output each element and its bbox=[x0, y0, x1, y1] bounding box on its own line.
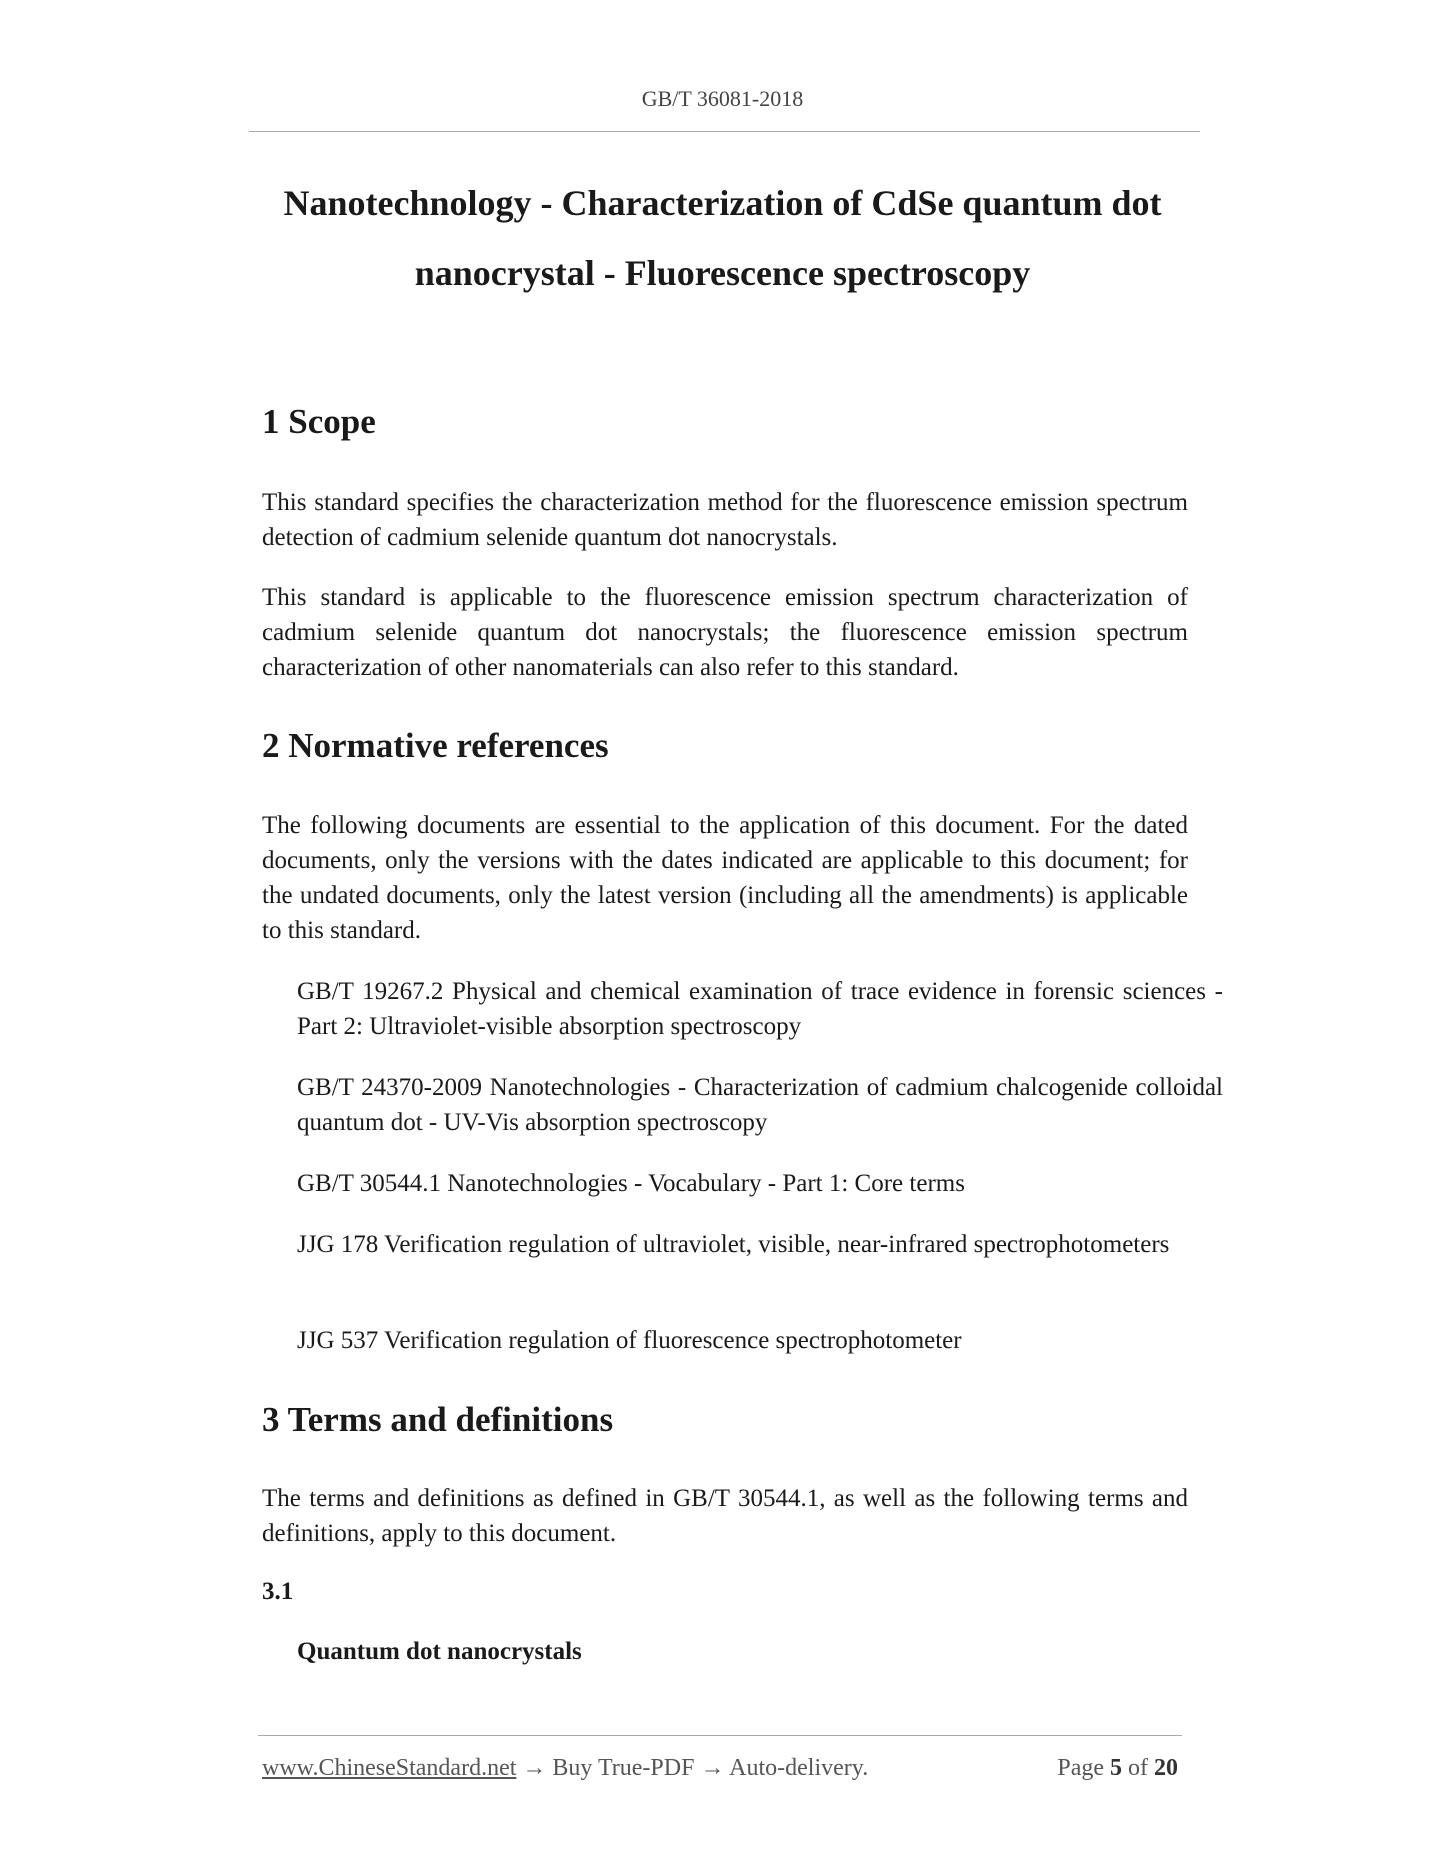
scope-paragraph-2: This standard is applicable to the fluorescence emission spectrum characterization of cadmium selenide quantum dot nanocrystals; the fluorescence emission spectrum characterization of other nanomaterials can also refer to this standard. bbox=[262, 584, 1188, 681]
page-total: 20 bbox=[1154, 1755, 1178, 1781]
reference-item-jjg-537: JJG 537 Verification regulation of fluorescence spectrophotometer bbox=[297, 1327, 962, 1354]
reference-item-jjg-178: JJG 178 Verification regulation of ultraviolet, visible, near-infrared spectrophotometers bbox=[297, 1231, 1170, 1258]
reference-item-gbt-30544-1: GB/T 30544.1 Nanotechnologies - Vocabulary - Part 1: Core terms bbox=[297, 1170, 965, 1197]
arrow-right-icon: → bbox=[700, 1755, 725, 1781]
section-heading-scope: 1 Scope bbox=[262, 402, 376, 441]
section-heading-terms-and-definitions: 3 Terms and definitions bbox=[262, 1400, 614, 1439]
of-label: of bbox=[1122, 1755, 1154, 1781]
normative-intro-paragraph: The following documents are essential to the application of this document. For the dated documents, only the versions with the dates indicated are applicable to this document; for the undated documents, only the latest version (including all the amendments) is applicable to this standard. bbox=[262, 812, 1188, 944]
scope-paragraph-1: This standard specifies the characterization method for the fluorescence emission spectrum detection of cadmium selenide quantum dot nanocrystals. bbox=[262, 489, 1188, 551]
page-indicator bbox=[1057, 1755, 1178, 1782]
term-name: Quantum dot nanocrystals bbox=[297, 1638, 582, 1665]
footer-promo bbox=[262, 1755, 868, 1782]
title-line-1: Nanotechnology - Characterization of CdSe quantum dot bbox=[283, 183, 1162, 223]
section-heading-normative-references: 2 Normative references bbox=[262, 726, 609, 765]
terms-intro-paragraph: The terms and definitions as defined in GB/T 30544.1, as well as the following terms and definitions, apply to this document. bbox=[262, 1485, 1188, 1547]
title-line-2: nanocrystal - Fluorescence spectroscopy bbox=[414, 253, 1031, 293]
footer-buy-text: Buy True-PDF bbox=[546, 1755, 701, 1781]
header-divider bbox=[249, 131, 1200, 132]
footer-divider bbox=[258, 1735, 1182, 1736]
reference-item-gbt-19267-2: GB/T 19267.2 Physical and chemical examination of trace evidence in forensic sciences - Part 2: Ultraviolet-visible absorption spectroscopy bbox=[297, 978, 1223, 1040]
chinesestandard-link[interactable]: www.ChineseStandard.net bbox=[262, 1755, 517, 1781]
term-number: 3.1 bbox=[262, 1578, 294, 1605]
arrow-right-icon: → bbox=[522, 1755, 547, 1781]
page-number: 5 bbox=[1110, 1755, 1122, 1781]
reference-item-gbt-24370: GB/T 24370-2009 Nanotechnologies - Characterization of cadmium chalcogenide colloidal quantum dot - UV-Vis absorption spectroscopy bbox=[297, 1074, 1223, 1136]
page-label: Page bbox=[1057, 1755, 1110, 1781]
page-footer bbox=[262, 1755, 1178, 1787]
document-title bbox=[200, 168, 1245, 308]
document-code: GB/T 36081-2018 bbox=[641, 86, 804, 111]
footer-delivery-text: Auto-delivery. bbox=[724, 1755, 869, 1781]
